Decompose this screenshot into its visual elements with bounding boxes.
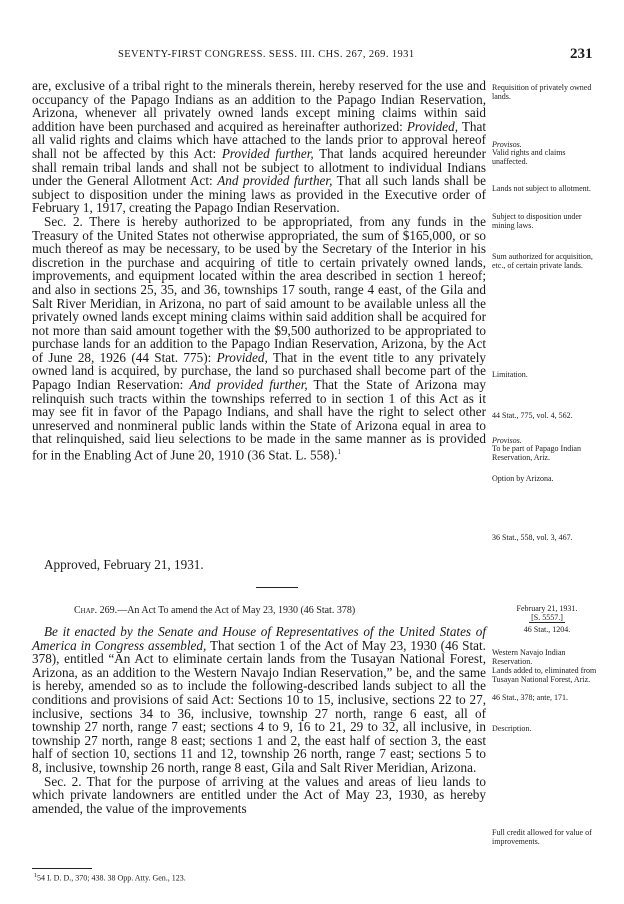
margin-note: Lands not subject to allotment. [492, 184, 591, 193]
margin-note: Limitation. [492, 370, 528, 379]
chapter-title: —An Act To amend the Act of May 23, 1930 (46 Stat. 378) [117, 605, 356, 616]
footnote-ref: 1 [337, 448, 341, 457]
footnote-divider [32, 868, 92, 869]
chapter-269-text [32, 625, 486, 815]
chapter-label: Chap. 269. [74, 605, 118, 616]
margin-note: To be part of Papago Indian Reservation, Ariz. [492, 444, 581, 462]
footnote-marker: 1 [34, 873, 37, 879]
approval-line: Approved, February 21, 1931. [44, 557, 204, 572]
footnote [34, 873, 186, 883]
ch269-section-2: Sec. 2. That for the purpose of arriving at the values and areas of lieu lands to which private landowners are entitled under the Act of May 23, 1930, as hereby amended, the value of the improvements [32, 773, 486, 816]
margin-note: Description. [492, 724, 532, 733]
margin-note-public: 46 Stat., 1204. [523, 625, 571, 634]
margin-note: 46 Stat., 378; ante, 171. [492, 693, 568, 702]
footnote-text: 54 I. D. D., 370; 438. 38 Opp. Atty. Gen., 123. [37, 873, 186, 883]
margin-note: 36 Stat., 558, vol. 3, 467. [492, 533, 573, 542]
section-2: Sec. 2. There is hereby authorized to be appropriated, from any funds in the Treasury of the United States not otherwise appropriated, the sum of $165,000, or so much thereof as may be necessary, to be used by the Secretary of the Interior in his discretion in the purchase and acquiring of title to certain privately owned lands, improvements, and equipment located within the area described in section 1 hereof; and also in sections 25, 35, and 36, townships 17 south, range 4 east, of the Gila and Salt River Meridian, in Arizona, no part of said amount to be available unless all the privately owned lands except mining claims within said addition shall be acquired for not more than said amount together with the $9,500 authorized to be appropriated to purchase lands for an addition to the Papago Indian Reservation, Arizona, by the Act of June 28, 1926 (44 Stat. 775): Provided, That in the event title to any privately owned land is acquired, by purchase, the land so purchased shall become part of the Papago Indian Reservation: And provided further, That the State of Arizona may relinquish such tracts within the townships referred to in section 1 of this Act as it may see fit in favor of the Papago Indians, and shall have the right to select other unreserved and nonmineral public lands within the State of Arizona equal in area to that relinquished, said lieu selections to be made in the same manner as is provided for in the Enabling Act of June 20, 1910 (36 Stat. L. 558).$^1$ [32, 213, 486, 463]
page-number: 231 [570, 46, 593, 62]
margin-note: Full credit allowed for value of improvements. [492, 828, 592, 846]
margin-note: Option by Arizona. [492, 474, 554, 483]
enacting-clause: Be it enacted by the Senate and House of Representatives of the United States of America in Congress assembled, That section 1 of the Act of May 23, 1930 (46 Stat. 378), entitled “An Act to eliminate certain lands from the Tusayan National Forest, Arizona, as an addition to the Western Navajo Indian Reservation,” be, and the same is hereby, amended so as to include the following-described lands subject to all the conditions and provisions of said Act: Sections 10 to 15, inclusive, sections 22 to 27, inclusive, sections 34 to 36, inclusive, township 27 north, range 6 east, all of township 27 north, range 7 east; sections 4 to 9, 16 to 21, 29 to 32, all inclusive, in township 27 north, range 8 east; sections 1 and 2, the east half of section 3, the east half of section 10, sections 11 and 12, township 26 north, range 7 east; sections 5 to 8, inclusive, township 26 north, range 8 east, Gila and Salt River Meridian, Arizona. [32, 624, 486, 775]
margin-note: 44 Stat., 775, vol. 4, 562. [492, 411, 573, 420]
margin-note: Subject to disposition under mining laws. [492, 212, 582, 230]
margin-note-bill: [S. 5557.] [531, 613, 563, 622]
chapter-269-heading [74, 605, 355, 616]
margin-note: Lands added to, eliminated from Tusayan National Forest, Ariz. [492, 666, 597, 684]
margin-note-provisos: Provisos. [492, 140, 522, 149]
margin-note: Valid rights and claims unaffected. [492, 148, 566, 166]
running-head: SEVENTY-FIRST CONGRESS. SESS. III. CHS. 267, 269. 1931 [118, 49, 415, 60]
chapter-267-text [32, 79, 486, 462]
margin-note: Sum authorized for acquisition, etc., of certain private lands. [492, 252, 593, 270]
page-header [0, 46, 624, 66]
section-1-continued: are, exclusive of a tribal right to the minerals therein, hereby reserved for the use and occupancy of the Papago Indians as an addition to the Papago Indian Reservation, Arizona, whenever all privately owned lands except mining claims within said addition have been purchased and acquired as hereinafter authorized: Provided, That all valid rights and claims which have attached to the lands prior to approval hereof shall not be affected by this Act: Provided further, That lands acquired hereunder shall remain tribal lands and shall not be subject to allotment to individual Indians under the General Allotment Act: And provided further, That all such lands shall be subject to disposition under the mining laws as provided in the Executive order of February 1, 1917, creating the Papago Indian Reservation. [32, 78, 487, 216]
chapter-divider [256, 587, 298, 588]
margin-note-date: February 21, 1931. [516, 604, 578, 613]
margin-note: Requisition of privately owned lands. [492, 83, 592, 101]
margin-note: Western Navajo Indian Reservation. [492, 648, 566, 666]
margin-note-provisos: Provisos. [492, 436, 522, 445]
